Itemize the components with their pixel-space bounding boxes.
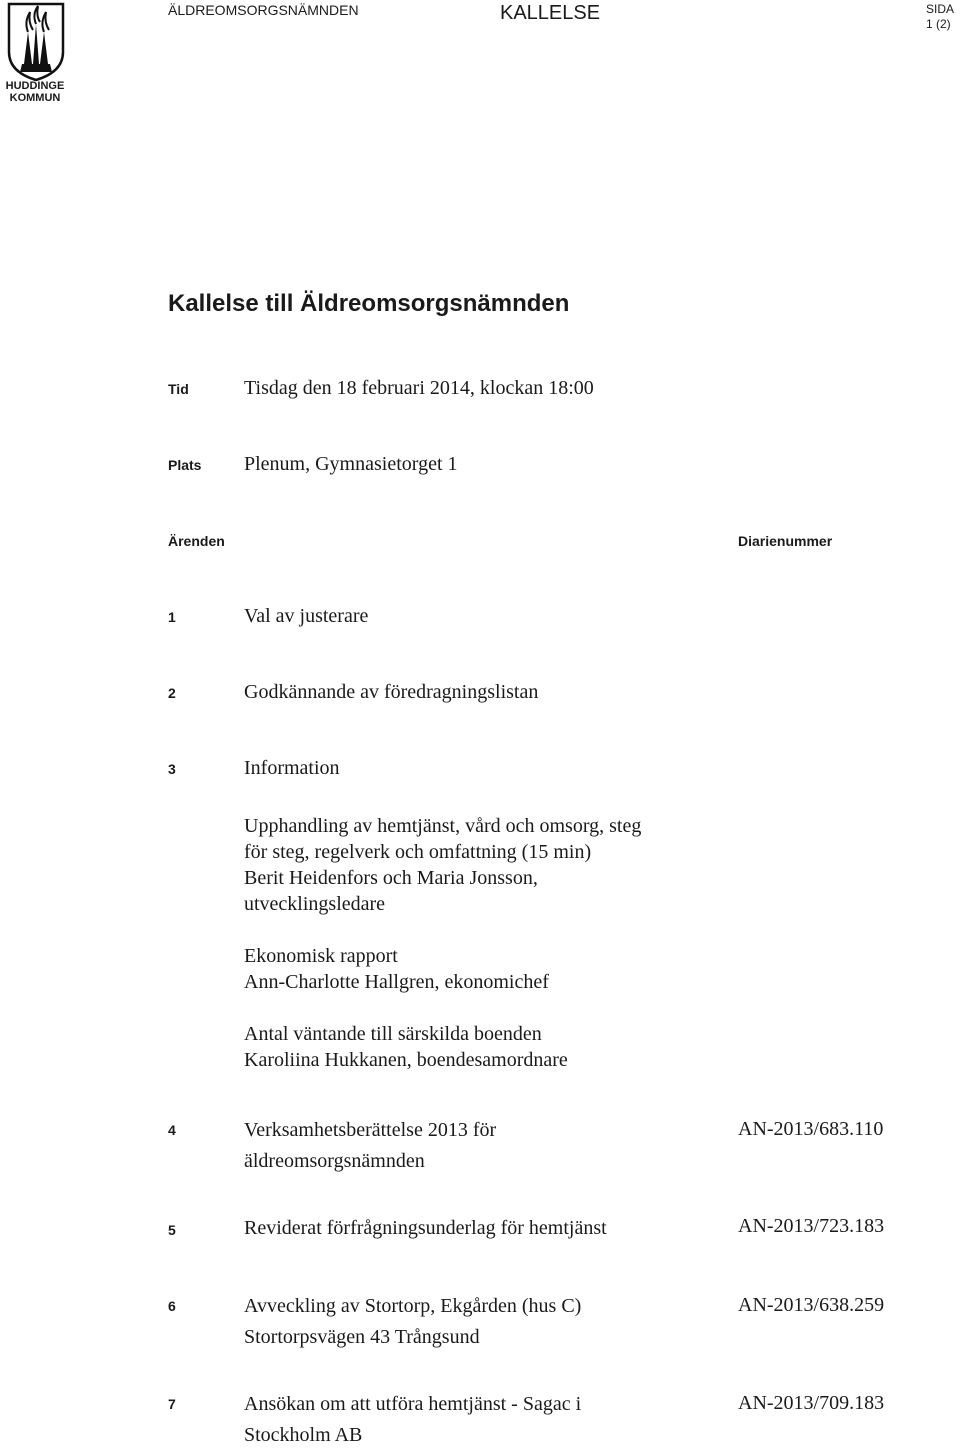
page-title: Kallelse till Äldreomsorgsnämnden xyxy=(168,290,570,317)
item-number: 6 xyxy=(168,1298,176,1314)
dnr-heading: Diarienummer xyxy=(738,533,833,549)
coat-of-arms-icon xyxy=(6,2,66,82)
info-line: Upphandling av hemtjänst, vård och omsorg, steg xyxy=(244,815,642,837)
item-title: Reviderat förfrågningsunderlag för hemtjänst xyxy=(244,1217,607,1239)
info-line: Berit Heidenfors och Maria Jonsson, xyxy=(244,867,538,889)
item-line: Avveckling av Stortorp, Ekgården (hus C) xyxy=(244,1295,582,1317)
place-label: Plats xyxy=(168,457,202,473)
item-line: Stortorpsvägen 43 Trångsund xyxy=(244,1326,480,1348)
item-title: Val av justerare xyxy=(244,605,369,627)
item-number: 4 xyxy=(168,1122,176,1138)
info-block xyxy=(244,813,641,917)
header-org: ÄLDREOMSORGSNÄMNDEN xyxy=(168,2,359,18)
item-number: 5 xyxy=(168,1222,176,1238)
logo-wordmark xyxy=(0,80,70,104)
item-dnr: AN-2013/709.183 xyxy=(738,1392,885,1414)
page-number: 1 (2) xyxy=(926,17,951,31)
logo-line-2: KOMMUN xyxy=(9,92,61,104)
info-line: utvecklingsledare xyxy=(244,893,386,915)
item-title xyxy=(244,1115,496,1177)
header-page xyxy=(926,2,954,32)
page-label: SIDA xyxy=(926,2,955,16)
item-dnr: AN-2013/638.259 xyxy=(738,1294,885,1316)
logo-line-1: HUDDINGE xyxy=(5,80,65,92)
time-value: Tisdag den 18 februari 2014, klockan 18:00 xyxy=(244,377,594,399)
info-block xyxy=(244,1021,568,1073)
time-label: Tid xyxy=(168,381,189,397)
info-line: Ekonomisk rapport xyxy=(244,945,398,967)
info-line: Karoliina Hukkanen, boendesamordnare xyxy=(244,1049,568,1071)
agenda-heading: Ärenden xyxy=(168,533,225,549)
item-line: äldreomsorgsnämnden xyxy=(244,1150,425,1172)
place-value: Plenum, Gymnasietorget 1 xyxy=(244,453,458,475)
item-dnr: AN-2013/683.110 xyxy=(738,1118,884,1140)
item-number: 3 xyxy=(168,761,176,777)
header-doc-type: KALLELSE xyxy=(500,2,601,24)
item-title: Godkännande av föredragningslistan xyxy=(244,681,539,703)
item-number: 2 xyxy=(168,685,176,701)
item-title: Information xyxy=(244,757,340,779)
item-dnr: AN-2013/723.183 xyxy=(738,1215,885,1237)
item-number: 7 xyxy=(168,1396,176,1412)
item-line: Stockholm AB xyxy=(244,1424,363,1446)
item-line: Ansökan om att utföra hemtjänst - Sagac i xyxy=(244,1393,582,1415)
info-line: Ann-Charlotte Hallgren, ekonomichef xyxy=(244,971,549,993)
item-line: Verksamhetsberättelse 2013 för xyxy=(244,1119,497,1141)
info-line: för steg, regelverk och omfattning (15 min) xyxy=(244,841,592,863)
info-block xyxy=(244,943,549,995)
item-number: 1 xyxy=(168,609,176,625)
info-line: Antal väntande till särskilda boenden xyxy=(244,1023,542,1045)
item-title xyxy=(244,1291,581,1353)
